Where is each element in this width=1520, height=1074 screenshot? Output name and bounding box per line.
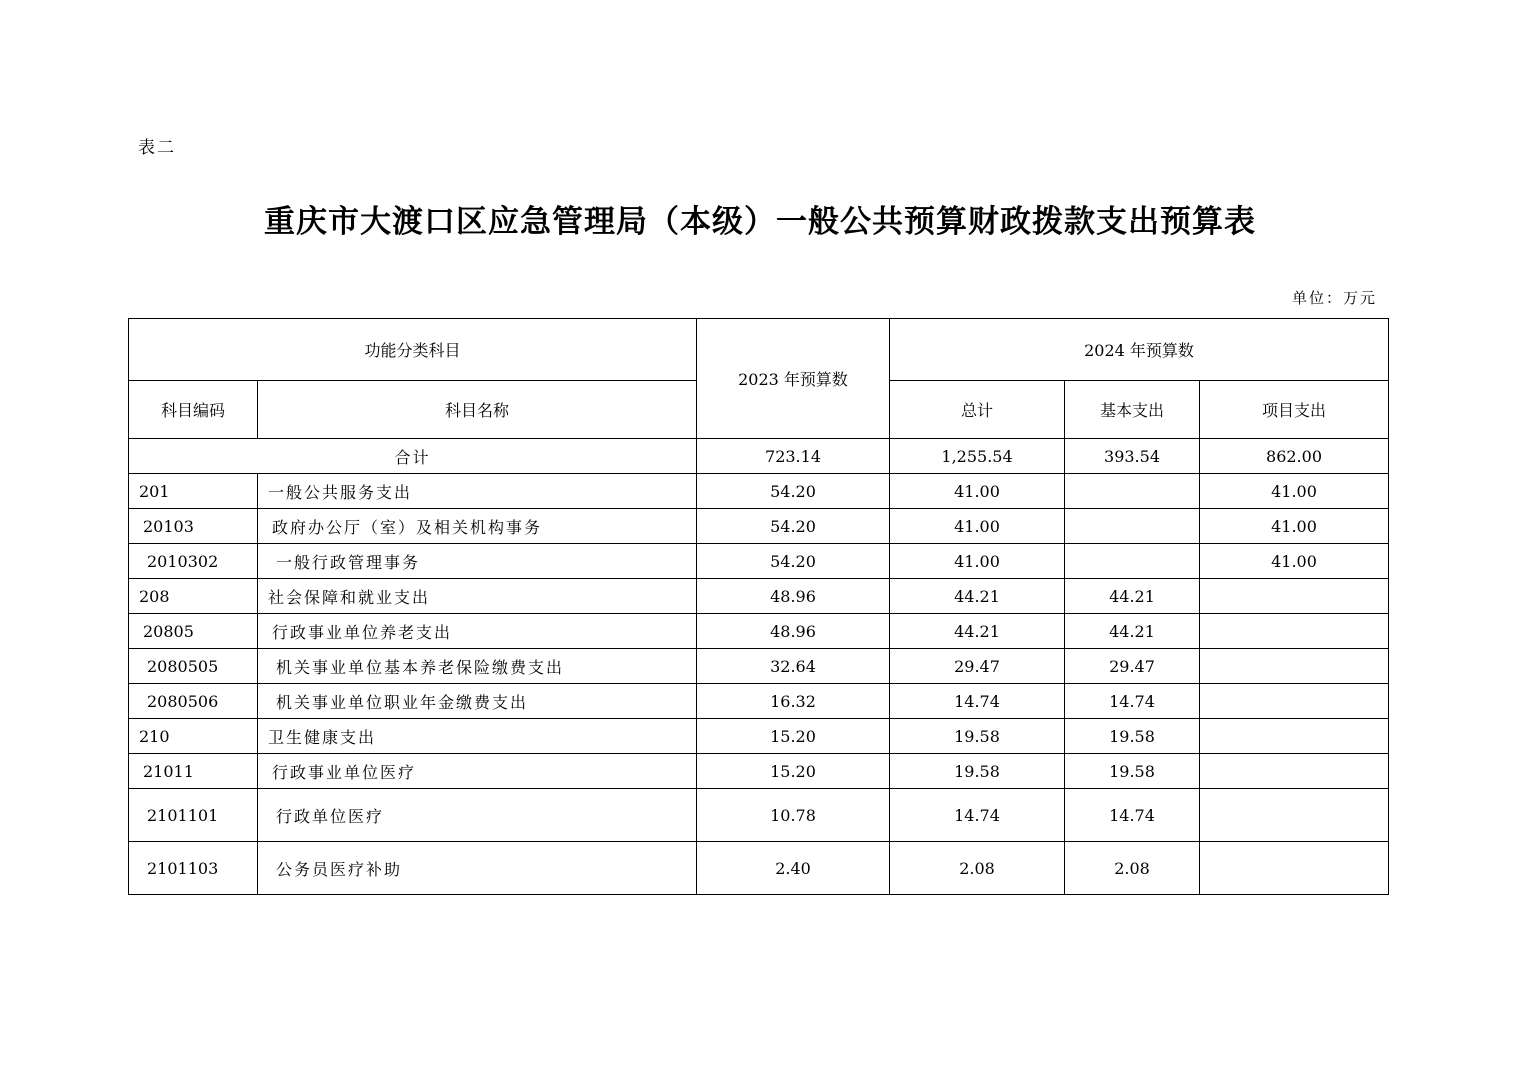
row-budget-2023: 2.40 — [697, 842, 890, 895]
table-row — [129, 789, 1389, 842]
row-name: 政府办公厅（室）及相关机构事务 — [258, 509, 697, 544]
row-total: 19.58 — [890, 719, 1065, 754]
row-budget-2023: 54.20 — [697, 544, 890, 579]
header-project: 项目支出 — [1200, 381, 1389, 439]
total-total: 1,255.54 — [890, 439, 1065, 474]
row-code: 2080505 — [129, 649, 258, 684]
row-project: 41.00 — [1200, 509, 1389, 544]
row-code: 20103 — [129, 509, 258, 544]
row-budget-2023: 10.78 — [697, 789, 890, 842]
table-row — [129, 754, 1389, 789]
table-row — [129, 614, 1389, 649]
row-project: 41.00 — [1200, 544, 1389, 579]
row-total: 44.21 — [890, 614, 1065, 649]
table-row — [129, 579, 1389, 614]
total-basic: 393.54 — [1065, 439, 1200, 474]
row-project — [1200, 789, 1389, 842]
row-basic — [1065, 474, 1200, 509]
row-project — [1200, 579, 1389, 614]
row-project — [1200, 719, 1389, 754]
row-code: 201 — [129, 474, 258, 509]
row-code: 2010302 — [129, 544, 258, 579]
row-basic: 14.74 — [1065, 789, 1200, 842]
row-name: 行政单位医疗 — [258, 789, 697, 842]
row-total: 41.00 — [890, 509, 1065, 544]
row-total: 41.00 — [890, 474, 1065, 509]
row-basic: 44.21 — [1065, 614, 1200, 649]
row-code: 21011 — [129, 754, 258, 789]
row-project — [1200, 754, 1389, 789]
header-budget-2024: 2024 年预算数 — [890, 319, 1389, 381]
budget-table — [128, 318, 1389, 895]
header-total: 总计 — [890, 381, 1065, 439]
row-budget-2023: 48.96 — [697, 579, 890, 614]
row-code: 2101101 — [129, 789, 258, 842]
row-project — [1200, 684, 1389, 719]
row-total: 14.74 — [890, 789, 1065, 842]
row-name: 社会保障和就业支出 — [258, 579, 697, 614]
row-name: 行政事业单位医疗 — [258, 754, 697, 789]
total-row — [129, 439, 1389, 474]
header-name: 科目名称 — [258, 381, 697, 439]
row-budget-2023: 54.20 — [697, 474, 890, 509]
row-name: 一般行政管理事务 — [258, 544, 697, 579]
table-row — [129, 474, 1389, 509]
row-budget-2023: 32.64 — [697, 649, 890, 684]
row-name: 机关事业单位职业年金缴费支出 — [258, 684, 697, 719]
row-name: 公务员医疗补助 — [258, 842, 697, 895]
row-total: 14.74 — [890, 684, 1065, 719]
table-row — [129, 719, 1389, 754]
row-basic: 44.21 — [1065, 579, 1200, 614]
row-budget-2023: 54.20 — [697, 509, 890, 544]
total-budget-2023: 723.14 — [697, 439, 890, 474]
row-name: 卫生健康支出 — [258, 719, 697, 754]
row-project — [1200, 614, 1389, 649]
row-basic — [1065, 509, 1200, 544]
row-total: 19.58 — [890, 754, 1065, 789]
row-basic: 29.47 — [1065, 649, 1200, 684]
row-total: 44.21 — [890, 579, 1065, 614]
row-code: 210 — [129, 719, 258, 754]
row-project — [1200, 649, 1389, 684]
row-basic: 2.08 — [1065, 842, 1200, 895]
total-project: 862.00 — [1200, 439, 1389, 474]
unit-label: 单位：万元 — [1291, 289, 1377, 307]
row-code: 20805 — [129, 614, 258, 649]
table-label: 表二 — [138, 138, 176, 158]
table-row — [129, 509, 1389, 544]
row-code: 208 — [129, 579, 258, 614]
row-total: 2.08 — [890, 842, 1065, 895]
table-row — [129, 842, 1389, 895]
row-project — [1200, 842, 1389, 895]
row-code: 2080506 — [129, 684, 258, 719]
row-total: 41.00 — [890, 544, 1065, 579]
header-functional-category: 功能分类科目 — [129, 319, 697, 381]
row-basic: 19.58 — [1065, 719, 1200, 754]
row-name: 一般公共服务支出 — [258, 474, 697, 509]
row-budget-2023: 48.96 — [697, 614, 890, 649]
row-basic: 14.74 — [1065, 684, 1200, 719]
document-title: 重庆市大渡口区应急管理局（本级）一般公共预算财政拨款支出预算表 — [264, 204, 1256, 240]
row-name: 行政事业单位养老支出 — [258, 614, 697, 649]
row-budget-2023: 15.20 — [697, 719, 890, 754]
table-row — [129, 649, 1389, 684]
header-budget-2023: 2023 年预算数 — [697, 319, 890, 439]
row-basic — [1065, 544, 1200, 579]
header-basic: 基本支出 — [1065, 381, 1200, 439]
row-project: 41.00 — [1200, 474, 1389, 509]
header-row-1 — [129, 319, 1389, 381]
row-code: 2101103 — [129, 842, 258, 895]
total-label: 合计 — [129, 439, 697, 474]
table-row — [129, 684, 1389, 719]
row-budget-2023: 15.20 — [697, 754, 890, 789]
table-row — [129, 544, 1389, 579]
row-budget-2023: 16.32 — [697, 684, 890, 719]
row-name: 机关事业单位基本养老保险缴费支出 — [258, 649, 697, 684]
row-basic: 19.58 — [1065, 754, 1200, 789]
header-code: 科目编码 — [129, 381, 258, 439]
row-total: 29.47 — [890, 649, 1065, 684]
